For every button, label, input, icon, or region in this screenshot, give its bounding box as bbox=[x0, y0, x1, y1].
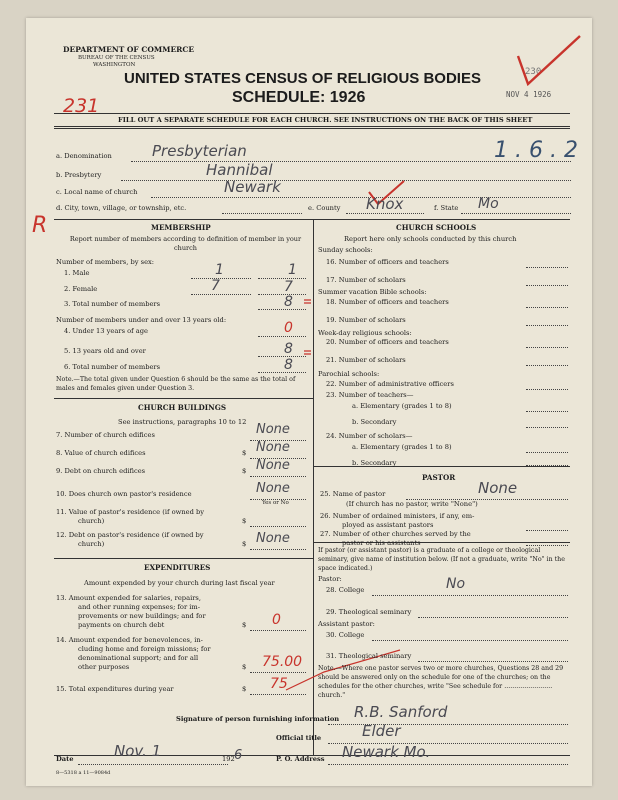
q8-label: 8. Value of church edifices bbox=[56, 449, 146, 457]
yes-no-hint: Yes or No bbox=[262, 500, 289, 506]
q16-label: 16. Number of officers and teachers bbox=[326, 258, 449, 266]
q12-label-cont: church) bbox=[78, 540, 105, 548]
q7-label: 7. Number of church edifices bbox=[56, 431, 155, 439]
official-title-label: Official title bbox=[276, 734, 322, 742]
q8-value[interactable]: None bbox=[256, 440, 290, 455]
presbytery-value[interactable]: Hannibal bbox=[206, 161, 273, 179]
schools-title: CHURCH SCHOOLS bbox=[396, 223, 477, 232]
q29-label: 29. Theological seminary bbox=[326, 608, 412, 616]
q6-value[interactable]: 8 bbox=[284, 357, 293, 373]
signature-label: Signature of person furnishing information bbox=[176, 715, 340, 723]
red-tally-number: 231 bbox=[63, 95, 100, 117]
sunday-schools-label: Sunday schools: bbox=[318, 246, 373, 254]
q25-value[interactable]: None bbox=[478, 479, 518, 497]
state-value[interactable]: Mo bbox=[478, 196, 499, 212]
form-subtitle: SCHEDULE: 1926 bbox=[232, 89, 366, 106]
city-name: WASHINGTON bbox=[93, 62, 136, 68]
membership-title: MEMBERSHIP bbox=[151, 223, 211, 232]
county-label: e. County bbox=[308, 204, 341, 212]
q12-dollar: $ bbox=[242, 540, 247, 548]
q26-label-cont: ployed as assistant pastors bbox=[342, 521, 434, 529]
bureau-name: BUREAU OF THE CENSUS bbox=[78, 55, 155, 61]
q8-dollar: $ bbox=[242, 449, 247, 457]
q20-label: 20. Number of officers and teachers bbox=[326, 338, 449, 346]
date-label: Date bbox=[56, 755, 74, 763]
q1-label: 1. Male bbox=[64, 269, 90, 277]
city-label: d. City, town, village, or township, etc. bbox=[56, 204, 187, 212]
membership-note: Note.—The total given under Question 6 should be the same as the total of males and females given under Question 3. bbox=[56, 376, 296, 392]
q15-dollar: $ bbox=[242, 685, 247, 693]
signature-value[interactable]: R.B. Sanford bbox=[354, 703, 448, 721]
q12-value[interactable]: None bbox=[256, 531, 290, 546]
q2-value-a[interactable]: 7 bbox=[211, 278, 220, 294]
q1-value-a[interactable]: 1 bbox=[215, 262, 224, 278]
q10-label: 10. Does church own pastor's residence bbox=[56, 490, 192, 498]
instruction-line: FILL OUT A SEPARATE SCHEDULE FOR EACH CHURCH. SEE INSTRUCTIONS ON THE BACK OF THIS SHEET bbox=[118, 116, 533, 124]
q14-value[interactable]: 75.00 bbox=[262, 654, 303, 670]
q13-label-2: and other running expenses; for im- bbox=[78, 603, 201, 611]
members-by-sex-label: Number of members, by sex: bbox=[56, 258, 155, 266]
q14-label: 14. Amount expended for benevolences, in- bbox=[56, 636, 203, 644]
pastor-note: Note.—Where one pastor serves two or more churches, Questions 28 and 29 should be answered only on the schedule for one of the churches; on the schedules for the other churches, write "See schedule for ........................ church." bbox=[318, 665, 564, 699]
po-address-label: P. O. Address bbox=[276, 755, 325, 763]
q17-label: 17. Number of scholars bbox=[326, 276, 406, 284]
buildings-instr: See instructions, paragraphs 10 to 12 bbox=[118, 418, 247, 426]
pastor-subheading: Pastor: bbox=[318, 575, 342, 583]
q13-label-4: payments on church debt bbox=[78, 621, 165, 629]
q11-label-cont: church) bbox=[78, 517, 105, 525]
county-value[interactable]: Knox bbox=[366, 195, 404, 213]
state-label: f. State bbox=[434, 204, 459, 212]
q25-note: (If church has no pastor, write "None") bbox=[346, 500, 478, 508]
q9-dollar: $ bbox=[242, 467, 247, 475]
q5-label: 5. 13 years old and over bbox=[64, 347, 146, 355]
church-name-label: c. Local name of church bbox=[56, 188, 138, 196]
q30-label: 30. College bbox=[326, 631, 365, 639]
q11-label: 11. Value of pastor's residence (if owned by bbox=[56, 508, 205, 516]
stamp-date: NOV 4 1926 bbox=[506, 90, 552, 99]
q28-value[interactable]: No bbox=[446, 576, 466, 592]
census-schedule-sheet bbox=[26, 18, 592, 786]
q7-value[interactable]: None bbox=[256, 422, 290, 437]
form-number: 8—5318 a 11—9084d bbox=[56, 770, 111, 776]
date-value[interactable]: Nov. 1 bbox=[114, 742, 162, 760]
q27-label: 27. Number of other churches served by the bbox=[320, 530, 471, 538]
stamp-number: 230 bbox=[525, 67, 542, 77]
form-title: UNITED STATES CENSUS OF RELIGIOUS BODIES bbox=[124, 70, 481, 87]
q6-label: 6. Total number of members bbox=[64, 363, 161, 371]
q3-value[interactable]: 8 bbox=[284, 294, 293, 310]
q9-label: 9. Debt on church edifices bbox=[56, 467, 146, 475]
q13-value[interactable]: 0 bbox=[272, 612, 281, 628]
q27-label-cont: pastor or his assistants bbox=[342, 539, 421, 547]
q5-value[interactable]: 8 bbox=[284, 341, 293, 357]
denomination-label: a. Denomination bbox=[56, 152, 112, 160]
q1-value-b[interactable]: 1 bbox=[288, 262, 297, 278]
q11-dollar: $ bbox=[242, 517, 247, 525]
q13-label-3: provements or new buildings; and for bbox=[78, 612, 206, 620]
q23-label: 23. Number of teachers— bbox=[326, 391, 414, 399]
assistant-pastor-subheading: Assistant pastor: bbox=[318, 620, 375, 628]
graduate-instructions: If pastor (or assistant pastor) is a graduate of a college or theological seminary, give name of institution below. (If not a graduate, write "No" in the space indicated.) bbox=[318, 547, 565, 572]
parochial-schools-label: Parochial schools: bbox=[318, 370, 380, 378]
red-check-mark-icon bbox=[514, 30, 584, 92]
denomination-value[interactable]: Presbyterian bbox=[152, 142, 247, 160]
q2-value-b[interactable]: 7 bbox=[284, 279, 293, 295]
q21-label: 21. Number of scholars bbox=[326, 356, 406, 364]
q14-label-2: cluding home and foreign missions; for bbox=[78, 645, 211, 653]
q26-label: 26. Number of ordained ministers, if any, em- bbox=[320, 512, 475, 520]
q15-label: 15. Total expenditures during year bbox=[56, 685, 174, 693]
q23b-label: b. Secondary bbox=[352, 418, 397, 426]
membership-intro: Report number of members according to definition of member in your church bbox=[69, 235, 302, 252]
q4-label: 4. Under 13 years of age bbox=[64, 327, 148, 335]
q24b-label: b. Secondary bbox=[352, 459, 397, 467]
q15-value[interactable]: 75 bbox=[270, 676, 288, 692]
official-title-value[interactable]: Elder bbox=[362, 722, 401, 740]
q14-label-3: denominational support; and for all bbox=[78, 654, 199, 662]
q24-label: 24. Number of scholars— bbox=[326, 432, 413, 440]
red-margin-mark: R bbox=[32, 213, 48, 238]
buildings-title: CHURCH BUILDINGS bbox=[138, 403, 227, 412]
weekday-schools-label: Week-day religious schools: bbox=[318, 329, 412, 337]
presbytery-label: b. Presbytery bbox=[56, 171, 102, 179]
denomination-code: 1 . 6 . 2 bbox=[494, 138, 578, 163]
q25-label: 25. Name of pastor bbox=[320, 490, 386, 498]
q14-dollar: $ bbox=[242, 663, 247, 671]
q4-value[interactable]: 0 bbox=[284, 320, 293, 336]
q3-label: 3. Total number of members bbox=[64, 300, 161, 308]
q13-dollar: $ bbox=[242, 621, 247, 629]
schools-intro: Report here only schools conducted by this church bbox=[344, 235, 517, 243]
q10-value[interactable]: None bbox=[256, 481, 290, 496]
expenditures-intro: Amount expended by your church during last fiscal year bbox=[84, 579, 275, 587]
date-year-printed: 192 bbox=[222, 755, 235, 763]
q13-label: 13. Amount expended for salaries, repairs, bbox=[56, 594, 201, 602]
members-by-age-label: Number of members under and over 13 years old: bbox=[56, 316, 227, 324]
q12-label: 12. Debt on pastor's residence (if owned by bbox=[56, 531, 204, 539]
q2-label: 2. Female bbox=[64, 285, 98, 293]
q9-value[interactable]: None bbox=[256, 458, 290, 473]
date-year-handwritten[interactable]: 6 bbox=[234, 748, 243, 763]
expenditures-title: EXPENDITURES bbox=[144, 563, 211, 572]
q23a-label: a. Elementary (grades 1 to 8) bbox=[352, 402, 452, 410]
q28-label: 28. College bbox=[326, 586, 365, 594]
q14-label-4: other purposes bbox=[78, 663, 130, 671]
dept-name: DEPARTMENT OF COMMERCE bbox=[63, 45, 195, 54]
pastor-title: PASTOR bbox=[422, 473, 456, 482]
q18-label: 18. Number of officers and teachers bbox=[326, 298, 449, 306]
q19-label: 19. Number of scholars bbox=[326, 316, 406, 324]
q24a-label: a. Elementary (grades 1 to 8) bbox=[352, 443, 452, 451]
vacation-schools-label: Summer vacation Bible schools: bbox=[318, 288, 427, 296]
q31-label: 31. Theological seminary bbox=[326, 652, 412, 660]
red-tick-marks-icon bbox=[302, 294, 314, 364]
church-name-value[interactable]: Newark bbox=[224, 178, 281, 196]
po-address-value[interactable]: Newark Mo. bbox=[342, 743, 431, 761]
q22-label: 22. Number of administrative officers bbox=[326, 380, 454, 388]
